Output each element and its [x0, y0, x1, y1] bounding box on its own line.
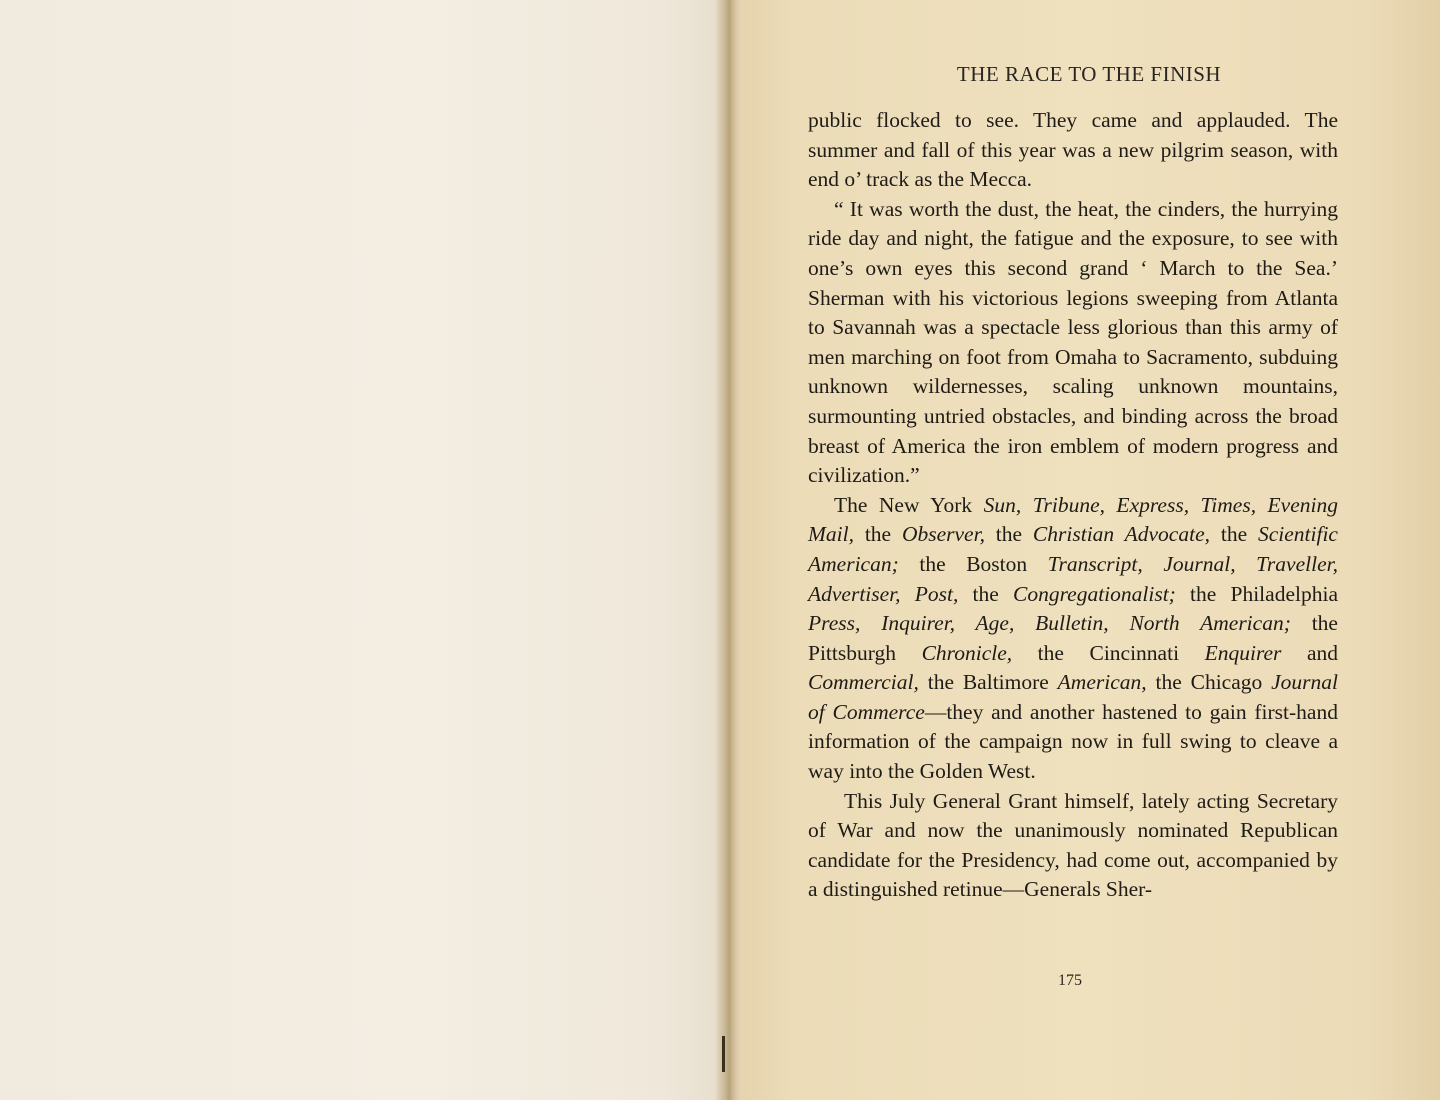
text-run: the: [853, 522, 902, 547]
text-run: This July General Grant himself, lately acting Secretary of War and now the unanimously nominated Republican candidate for the Presidency, had come out, accompanied by a distinguished retinue—Generals Sher-: [808, 788, 1338, 902]
italic-title-run: Congregationalist;: [1013, 581, 1176, 606]
text-run: the Philadelphia: [1175, 581, 1338, 606]
italic-title-run: Sun, Tribune, Express, Times, Evening Mail,: [808, 492, 1338, 547]
italic-title-run: Commercial,: [808, 670, 919, 695]
italic-title-run: Press, Inquirer, Age, Bulletin, North American;: [808, 611, 1291, 636]
italic-title-run: Scientific American;: [808, 522, 1338, 576]
paragraph: [808, 195, 1338, 491]
italic-title-run: Observer,: [901, 522, 985, 547]
text-run: The New York: [834, 492, 984, 517]
text-run: the: [958, 581, 1013, 606]
gutter-mark: [722, 1036, 725, 1072]
text-run: and: [1281, 640, 1339, 665]
text-run: the Pittsburgh: [808, 611, 1338, 665]
text-run: the Boston: [898, 551, 1048, 576]
text-run: “ It was worth the dust, the heat, the cinders, the hurrying ride day and night, the fatigue and the exposure, to see with one’s own eyes this second grand ‘ March to the Sea.’ Sherman with his victorious legions sweeping from Atlanta to Savannah was a spectacle less glorious than this army of men marching on foot from Omaha to Sacramento, subduing unknown wildernesses, scaling unknown mountains, surmounting untried obstacles, and binding across the broad breast of America the iron emblem of modern progress and civilization.”: [808, 196, 1338, 488]
italic-title-run: Transcript, Journal, Traveller, Advertiser, Post,: [808, 551, 1338, 606]
italic-title-run: Chronicle,: [921, 640, 1013, 665]
page-number: 175: [1058, 972, 1082, 989]
text-run: the: [984, 522, 1033, 547]
italic-title-run: Christian Advocate,: [1032, 522, 1210, 547]
text-run: the Cincinnati: [1012, 640, 1205, 665]
text-run: public flocked to see. They came and applauded. The summer and fall of this year was a new pilgrim season, with end o’ track as the Mecca.: [808, 108, 1338, 192]
italic-title-run: Journal of Commerce: [808, 670, 1338, 724]
body-text: [808, 106, 1338, 905]
book-gutter: [716, 0, 742, 1100]
paragraph: [808, 491, 1338, 787]
running-head: THE RACE TO THE FINISH: [956, 62, 1222, 86]
text-run: the: [1210, 522, 1258, 547]
text-run: the Chicago: [1146, 670, 1272, 695]
paragraph: [808, 106, 1338, 195]
paragraph: [808, 787, 1338, 905]
italic-title-run: American,: [1057, 670, 1147, 695]
text-run: the Baltimore: [918, 670, 1058, 695]
text-run: —they and another hastened to gain first-hand information of the campaign now in full swing to cleave a way into the Golden West.: [808, 699, 1338, 784]
italic-title-run: Enquirer: [1204, 640, 1282, 665]
